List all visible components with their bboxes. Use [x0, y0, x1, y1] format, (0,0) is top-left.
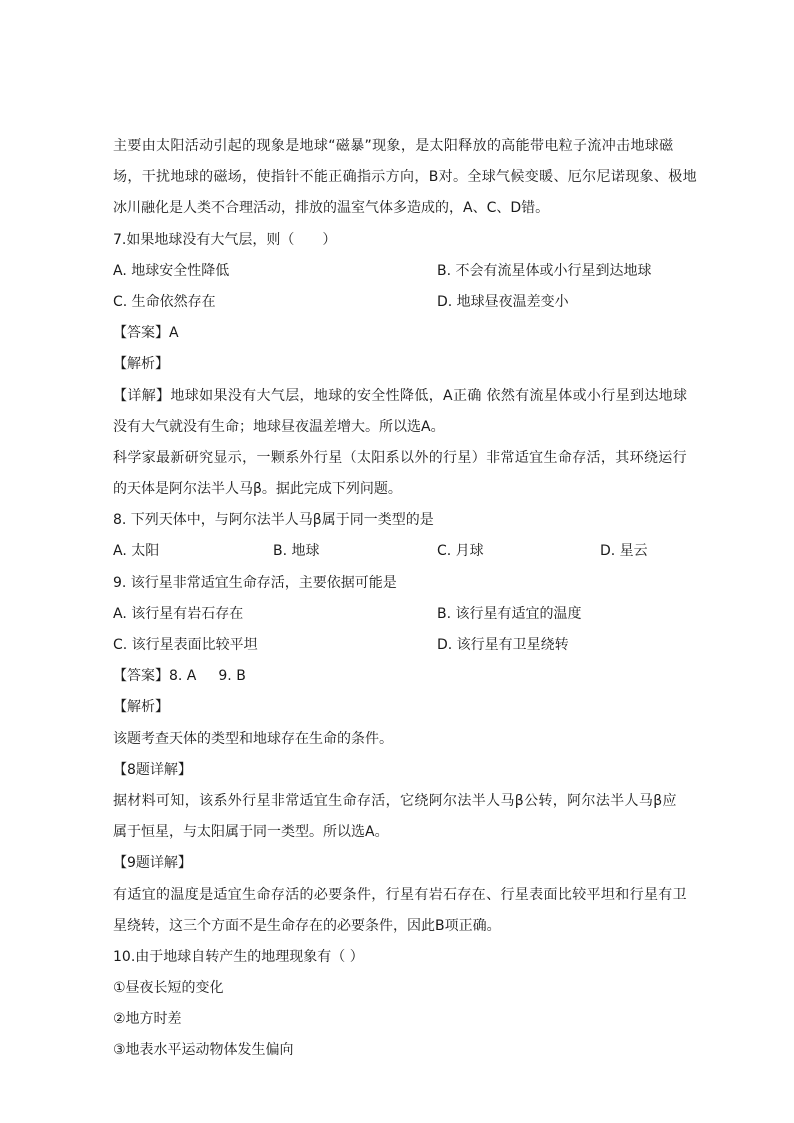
answer-8: 【答案】8. A — [113, 668, 197, 685]
text-line: 星绕转，这三个方面不是生命存在的必要条件，因此B项正确。 — [113, 917, 501, 934]
option-d: D. 地球昼夜温差变小 — [437, 293, 569, 310]
question-7-options-row1 — [113, 256, 683, 287]
answer-9: 9. B — [218, 668, 246, 685]
option-a: A. 太阳 — [113, 543, 160, 560]
material-text: 的天体是阿尔法半人马β。据此完成下列问题。 — [113, 481, 402, 498]
text-line: 场，干扰地球的磁场，使指针不能正确指示方向，B对。全球气候变暖、厄尔尼诺现象、极地 — [113, 169, 697, 186]
question-8-options — [113, 536, 683, 567]
text-line: 没有大气就没有生命；地球昼夜温差增大。所以选A。 — [113, 418, 445, 435]
list-item: ②地方时差 — [113, 1011, 182, 1028]
text-line: 主要由太阳活动引起的现象是地球“磁暴”现象，是太阳释放的高能带电粒子流冲击地球磁 — [113, 138, 674, 154]
list-item: ①昼夜长短的变化 — [113, 980, 224, 997]
option-d: D. 星云 — [600, 543, 648, 560]
detail-heading-8: 【8题详解】 — [113, 761, 192, 778]
material-text: 科学家最新研究显示，一颗系外行星（太阳系以外的行星）非常适宜生命存活，其环绕运行 — [113, 449, 687, 466]
answer-label: 【答案】A — [113, 325, 179, 342]
analysis-label: 【解析】 — [113, 356, 169, 373]
text-line: 冰川融化是人类不合理活动，排放的温室气体多造成的，A、C、D错。 — [113, 200, 550, 217]
question-9-options-row1 — [113, 599, 683, 630]
text-line: 有适宜的温度是适宜生命存活的必要条件，行星有岩石存在、行星表面比较平坦和行星有卫 — [113, 886, 687, 903]
option-b: B. 该行星有适宜的温度 — [437, 605, 582, 622]
option-a: A. 该行星有岩石存在 — [113, 605, 244, 622]
question-8: 8. 下列天体中，与阿尔法半人马β属于同一类型的是 — [113, 512, 434, 529]
text-line: 【详解】地球如果没有大气层，地球的安全性降低，A正确 依然有流星体或小行星到达地球 — [113, 387, 688, 404]
question-7: 7.如果地球没有大气层，则（ ） — [113, 231, 337, 248]
text-line: 据材料可知，该系外行星非常适宜生命存活，它绕阿尔法半人马β公转，阿尔法半人马β应 — [113, 792, 677, 809]
analysis-label: 【解析】 — [113, 699, 169, 716]
option-c: C. 生命依然存在 — [113, 293, 216, 310]
option-a: A. 地球安全性降低 — [113, 262, 230, 279]
document-content — [113, 131, 697, 1067]
text-line: 属于恒星，与太阳属于同一类型。所以选A。 — [113, 824, 389, 841]
option-c: C. 月球 — [437, 543, 484, 560]
question-9: 9. 该行星非常适宜生命存活，主要依据可能是 — [113, 574, 397, 591]
list-item: ③地表水平运动物体发生偏向 — [113, 1042, 294, 1059]
option-b: B. 不会有流星体或小行星到达地球 — [437, 262, 652, 279]
detail-heading-9: 【9题详解】 — [113, 855, 192, 872]
option-b: B. 地球 — [273, 543, 320, 560]
question-7-options-row2 — [113, 287, 683, 318]
text-line: 该题考查天体的类型和地球存在生命的条件。 — [113, 730, 393, 747]
answer-label — [113, 661, 683, 692]
option-d: D. 该行星有卫星绕转 — [437, 637, 569, 653]
question-9-options-row2 — [113, 630, 683, 661]
question-10: 10.由于地球自转产生的地理现象有（ ） — [113, 948, 364, 965]
option-c: C. 该行星表面比较平坦 — [113, 637, 258, 653]
